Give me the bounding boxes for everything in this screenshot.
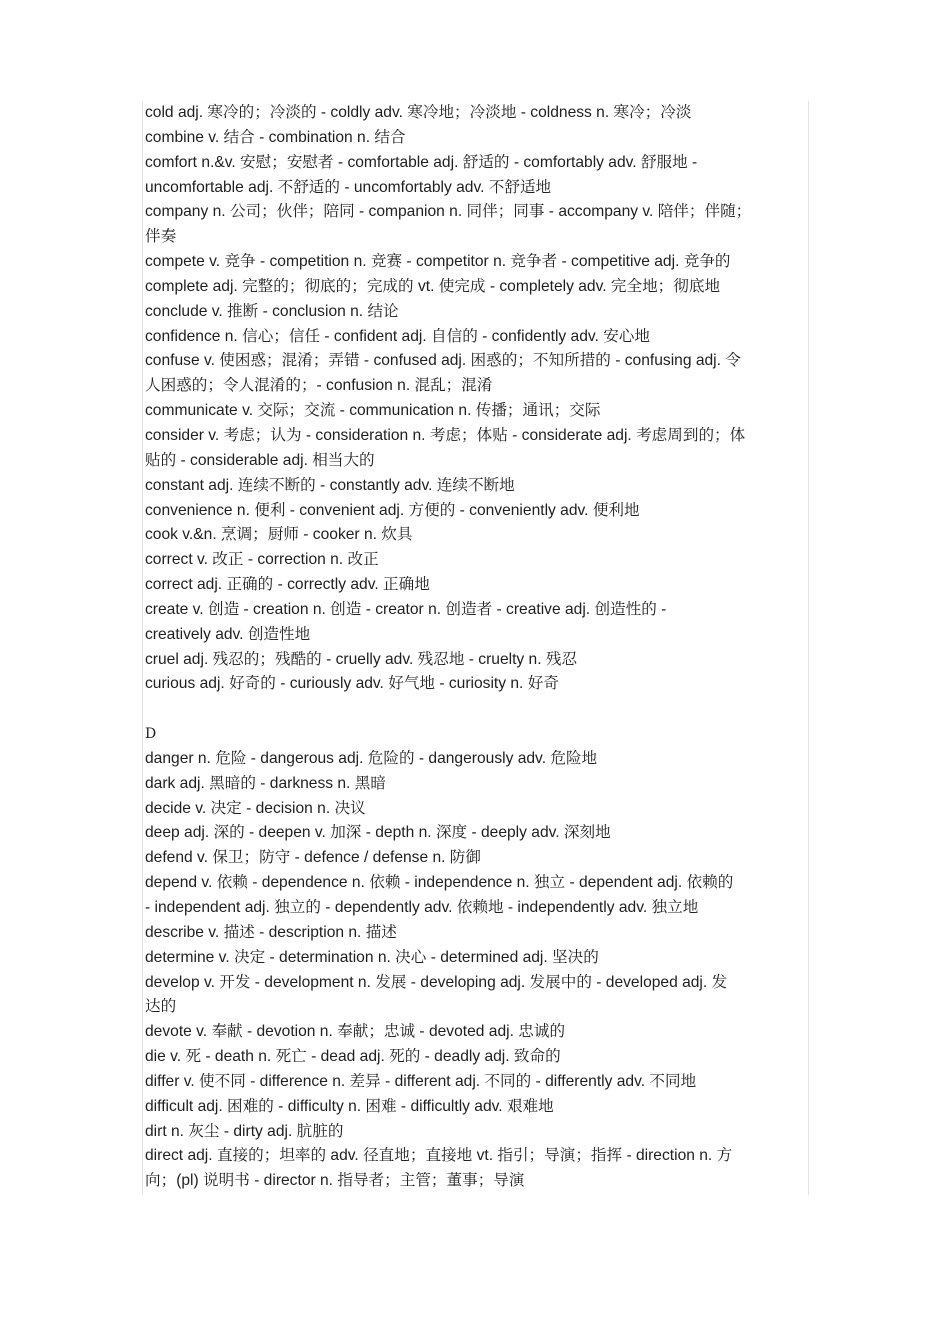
vocabulary-line: differ v. 使不同 - difference n. 差异 - different adj. 不同的 - differently adv. 不同地: [145, 1072, 697, 1090]
vocabulary-lines: [145, 101, 807, 1194]
vocabulary-line: company n. 公司；伙伴；陪同 - companion n. 同伴；同事 - accompany v. 陪伴；伴随；: [145, 203, 752, 221]
vocabulary-line: complete adj. 完整的；彻底的；完成的 vt. 使完成 - completely adv. 完全地；彻底地: [145, 277, 721, 295]
vocabulary-line: direct adj. 直接的；坦率的 adv. 径直地；直接地 vt. 指引；导演；指挥 - direction n. 方: [145, 1147, 733, 1165]
vocabulary-line: cold adj. 寒冷的；冷淡的 - coldly adv. 寒冷地；冷淡地 - coldness n. 寒冷；冷淡: [145, 104, 692, 121]
vocabulary-line: convenience n. 便利 - convenient adj. 方便的 - conveniently adv. 便利地: [145, 501, 640, 519]
vocabulary-line: die v. 死 - death n. 死亡 - dead adj. 死的 - deadly adj. 致命的: [145, 1048, 561, 1066]
vocabulary-text-block: [142, 101, 809, 1195]
vocabulary-line: develop v. 开发 - development n. 发展 - developing adj. 发展中的 - developed adj. 发: [145, 973, 728, 991]
vocabulary-line: 达的: [145, 998, 177, 1016]
vocabulary-line: curious adj. 好奇的 - curiously adv. 好气地 - curiosity n. 好奇: [145, 675, 559, 693]
vocabulary-line: compete v. 竞争 - competition n. 竞赛 - competitor n. 竞争者 - competitive adj. 竞争的: [145, 253, 731, 271]
vocabulary-line: combine v. 结合 - combination n. 结合: [145, 128, 406, 146]
section-letter-heading: D: [145, 726, 157, 743]
vocabulary-line: comfort n.&v. 安慰；安慰者 - comfortable adj. 舒适的 - comfortably adv. 舒服地 -: [145, 153, 698, 171]
vocabulary-line: 贴的 - considerable adj. 相当大的: [145, 451, 375, 469]
vocabulary-line: danger n. 危险 - dangerous adj. 危险的 - dangerously adv. 危险地: [145, 749, 598, 767]
vocabulary-line: deep adj. 深的 - deepen v. 加深 - depth n. 深度 - deeply adv. 深刻地: [145, 824, 611, 842]
vocabulary-line: describe v. 描述 - description n. 描述: [145, 923, 397, 941]
vocabulary-line: decide v. 决定 - decision n. 决议: [145, 799, 366, 817]
vocabulary-line: creatively adv. 创造性地: [145, 625, 311, 643]
vocabulary-line: dirt n. 灰尘 - dirty adj. 肮脏的: [145, 1122, 344, 1140]
vocabulary-line: consider v. 考虑；认为 - consideration n. 考虑；体贴 - considerate adj. 考虑周到的；体: [145, 426, 746, 444]
vocabulary-line: confidence n. 信心；信任 - confident adj. 自信的 - confidently adv. 安心地: [145, 327, 650, 345]
vocabulary-line: confuse v. 使困惑；混淆；弄错 - confused adj. 困惑的；不知所措的 - confusing adj. 令: [145, 352, 741, 370]
vocabulary-line: uncomfortable adj. 不舒适的 - uncomfortably adv. 不舒适地: [145, 178, 552, 196]
vocabulary-line: determine v. 决定 - determination n. 决心 - determined adj. 坚决的: [145, 948, 599, 966]
vocabulary-line: cook v.&n. 烹调；厨师 - cooker n. 炊具: [145, 526, 413, 544]
vocabulary-line: 向；(pl) 说明书 - director n. 指导者；主管；董事；导演: [145, 1172, 525, 1190]
vocabulary-line: dark adj. 黑暗的 - darkness n. 黑暗: [145, 774, 386, 792]
vocabulary-line: depend v. 依赖 - dependence n. 依赖 - independence n. 独立 - dependent adj. 依赖的: [145, 874, 734, 892]
vocabulary-line: defend v. 保卫；防守 - defence / defense n. 防御: [145, 849, 481, 867]
vocabulary-line: - independent adj. 独立的 - dependently adv. 依赖地 - independently adv. 独立地: [145, 899, 699, 916]
vocabulary-line: devote v. 奉献 - devotion n. 奉献；忠诚 - devoted adj. 忠诚的: [145, 1023, 566, 1041]
vocabulary-line: correct adj. 正确的 - correctly adv. 正确地: [145, 576, 430, 594]
vocabulary-line: 人困惑的；令人混淆的；- confusion n. 混乱；混淆: [145, 377, 493, 395]
vocabulary-line: constant adj. 连续不断的 - constantly adv. 连续不断地: [145, 476, 515, 494]
vocabulary-line: 伴奏: [145, 228, 177, 246]
vocabulary-line: communicate v. 交际；交流 - communication n. 传播；通讯；交际: [145, 402, 601, 420]
vocabulary-line: cruel adj. 残忍的；残酷的 - cruelly adv. 残忍地 - cruelty n. 残忍: [145, 650, 578, 668]
vocabulary-line: conclude v. 推断 - conclusion n. 结论: [145, 302, 399, 320]
vocabulary-line: difficult adj. 困难的 - difficulty n. 困难 - difficultly adv. 艰难地: [145, 1097, 554, 1115]
vocabulary-line: correct v. 改正 - correction n. 改正: [145, 551, 379, 569]
vocabulary-line: create v. 创造 - creation n. 创造 - creator n. 创造者 - creative adj. 创造性的 -: [145, 600, 667, 618]
blank-line: [145, 697, 807, 722]
